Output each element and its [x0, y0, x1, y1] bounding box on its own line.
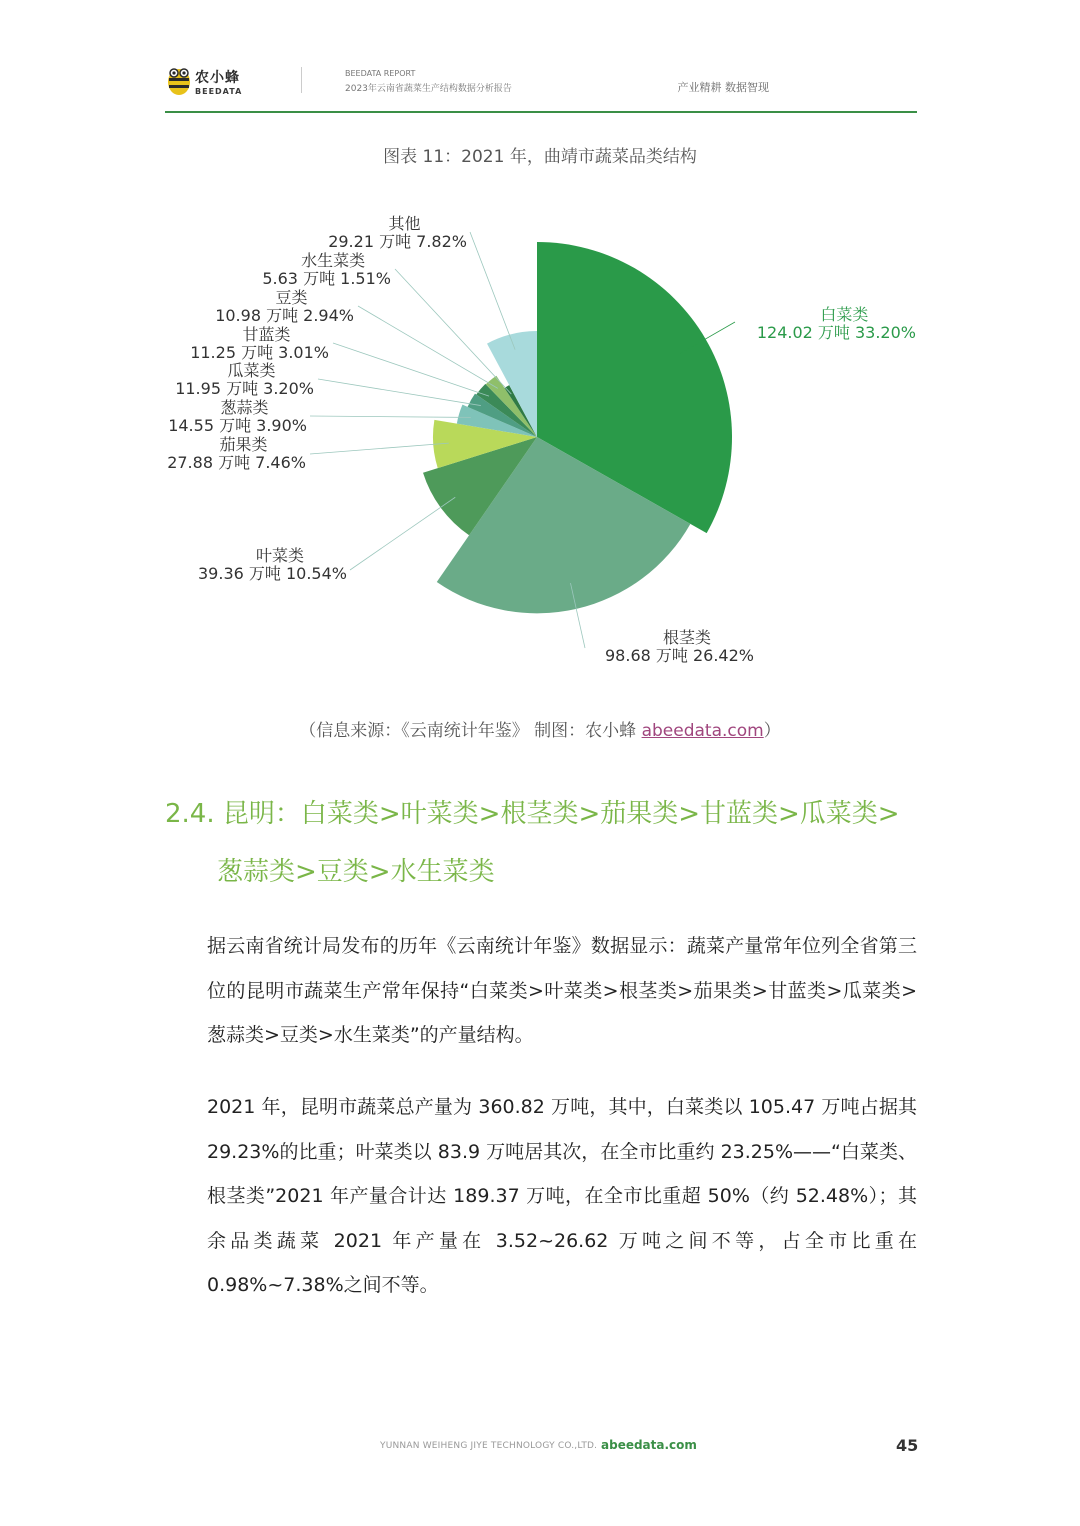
slice-label-name-10: 其他 — [388, 214, 421, 233]
slice-label-value-8: 10.98 万吨 2.94% — [215, 306, 354, 325]
report-title-en: BEEDATA REPORT — [345, 69, 416, 78]
slice-label-name-1: 白菜类 — [820, 305, 869, 324]
leader-line-9 — [395, 269, 511, 394]
slice-label-value-10: 29.21 万吨 7.82% — [328, 232, 467, 251]
slice-label-name-3: 叶菜类 — [255, 546, 304, 565]
paragraph-1 — [165, 924, 917, 1058]
logo-subtitle: BEEDATA — [195, 87, 243, 96]
slice-label-value-5: 14.55 万吨 3.90% — [168, 416, 307, 435]
paragraph-1-text: 据云南省统计局发布的历年《云南统计年鉴》数据显示：蔬菜产量常年位列全省第三位的昆明市蔬菜生产常年保持“白菜类>叶菜类>根茎类>茄果类>甘蓝类>瓜菜类>葱蒜类>豆类>水生菜类”的产量结构。 — [207, 935, 917, 1046]
slice-label-name-6: 瓜菜类 — [227, 361, 276, 380]
slice-label-value-1: 124.02 万吨 33.20% — [756, 323, 916, 342]
section-heading-line1: 2.4. 昆明：白菜类>叶菜类>根茎类>茄果类>甘蓝类>瓜菜类> — [165, 799, 900, 829]
slice-label-name-9: 水生菜类 — [301, 251, 366, 270]
header-slogan: 产业精耕 数据智现 — [677, 81, 769, 94]
leader-line-3 — [350, 497, 455, 570]
slice-label-name-2: 根茎类 — [662, 628, 711, 647]
page-number: 45 — [896, 1436, 919, 1455]
leader-line-10 — [470, 232, 515, 350]
figure-title: 图表 11：2021 年，曲靖市蔬菜品类结构 — [383, 147, 697, 167]
slice-label-name-4: 茄果类 — [219, 435, 268, 454]
section-heading-line2: 葱蒜类>豆类>水生菜类 — [217, 857, 495, 887]
footer-company: YUNNAN WEIHENG JIYE TECHNOLOGY CO.,LTD. — [380, 1441, 598, 1451]
slice-label-name-5: 葱蒜类 — [220, 398, 269, 417]
figure-source — [0, 716, 1080, 741]
source-link[interactable]: abeedata.com — [641, 721, 764, 741]
slice-label-value-9: 5.63 万吨 1.51% — [262, 269, 391, 288]
footer-site-link[interactable]: abeedata.com — [601, 1438, 697, 1452]
slice-label-name-7: 甘蓝类 — [242, 325, 291, 344]
source-close: ） — [763, 721, 781, 741]
report-title-cn: 2023年云南省蔬菜生产结构数据分析报告 — [345, 84, 512, 94]
paragraph-2-text: 2021 年，昆明市蔬菜总产量为 360.82 万吨，其中，白菜类以 105.47 万吨占据其 29.23%的比重；叶菜类以 83.9 万吨居其次，在全市比重约 23.25%——“白菜类、根茎类”2021 年产量合计达 189.37 万吨，在全市比重超 50%（约 52.48%）；其余品类蔬菜 2021 年产量在 3.52~26.62 万吨之间不等，占全市比重在 0.98%~7.38%之间不等。 — [207, 1096, 917, 1296]
slice-label-value-2: 98.68 万吨 26.42% — [605, 646, 754, 665]
source-text: （信息来源：《云南统计年鉴》 制图：农小蜂 — [299, 721, 642, 741]
leader-line-4 — [310, 443, 449, 454]
leader-line-6 — [318, 379, 481, 406]
paragraph-2 — [165, 1085, 917, 1308]
slice-label-value-6: 11.95 万吨 3.20% — [175, 379, 314, 398]
slice-label-name-8: 豆类 — [275, 288, 308, 307]
leader-line-8 — [358, 306, 498, 388]
leader-line-5 — [310, 416, 471, 417]
slice-label-value-7: 11.25 万吨 3.01% — [190, 343, 329, 362]
pie-chart — [0, 0, 1080, 700]
logo-name: 农小蜂 — [195, 70, 240, 86]
section-heading — [165, 785, 925, 901]
slice-label-value-4: 27.88 万吨 7.46% — [167, 453, 306, 472]
slice-label-value-3: 39.36 万吨 10.54% — [198, 564, 347, 583]
